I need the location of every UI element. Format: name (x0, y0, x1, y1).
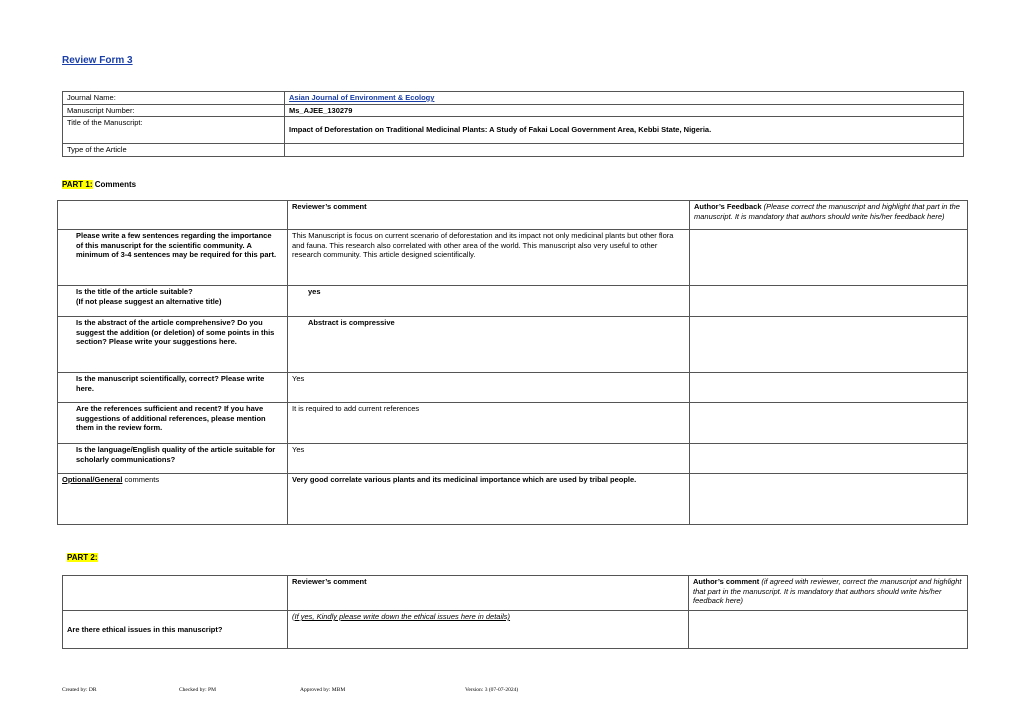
footer-created-by: Created by: DR (62, 687, 97, 693)
part1-author-header-note: (Please correct the manuscript and highlight that part in the manuscript. It is mandatory that authors should write his/her feedback here) (694, 202, 960, 221)
article-type-label: Type of the Article (63, 144, 285, 157)
ethics-question-cell: Are there ethical issues in this manuscript? (63, 611, 288, 649)
table-row (58, 373, 968, 403)
author-feedback-cell[interactable] (690, 373, 968, 403)
question-cell: Is the language/English quality of the article suitable for scholarly communications? (58, 444, 288, 474)
part1-heading (62, 180, 136, 189)
author-comment-cell[interactable] (689, 611, 968, 649)
table-row (58, 230, 968, 286)
author-feedback-cell[interactable] (690, 230, 968, 286)
footer-approved-by: Approved by: MBM (300, 687, 346, 693)
table-row (63, 611, 968, 649)
author-feedback-cell[interactable] (690, 474, 968, 525)
ethics-answer-cell: (If yes, Kindly please write down the ethical issues here in details) (288, 611, 689, 649)
part1-label-suffix: Comments (92, 180, 137, 189)
part1-label: PART 1: (62, 180, 93, 189)
table-row (58, 403, 968, 444)
optional-label: Optional/General (62, 475, 123, 484)
manuscript-title-value: Impact of Deforestation on Traditional Medicinal Plants: A Study of Fakai Local Government Area, Kebbi State, Nigeria. (285, 117, 964, 144)
question-cell: Is the abstract of the article comprehensive? Do you suggest the addition (or deletion) of some points in this section? Please write your suggestions here. (58, 317, 288, 373)
part2-reviewer-header: Reviewer’s comment (288, 576, 689, 611)
manuscript-info-table (62, 91, 964, 157)
part2-author-header (689, 576, 968, 611)
part2-label: PART 2: (67, 553, 98, 562)
table-row (58, 317, 968, 373)
author-feedback-cell[interactable] (690, 317, 968, 373)
part1-reviewer-header: Reviewer’s comment (288, 201, 690, 230)
question-cell: Is the title of the article suitable? (If not please suggest an alternative title) (58, 286, 288, 317)
manuscript-number-value: Ms_AJEE_130279 (285, 104, 964, 117)
table-row (58, 444, 968, 474)
question-cell: Please write a few sentences regarding the importance of this manuscript for the scientific community. A minimum of 3-4 sentences may be required for this part. (58, 230, 288, 286)
table-row (58, 286, 968, 317)
table-row (58, 474, 968, 525)
part1-comments-table (57, 200, 968, 525)
manuscript-title-label: Title of the Manuscript: (63, 117, 285, 144)
optional-label-suffix: comments (122, 475, 160, 484)
part2-header-blank (63, 576, 288, 611)
optional-comments-label (58, 474, 288, 525)
part1-author-header-bold: Author’s Feedback (694, 202, 762, 211)
reviewer-comment-cell: Yes (288, 373, 690, 403)
part1-author-header (690, 201, 968, 230)
reviewer-comment-cell: It is required to add current references (288, 403, 690, 444)
author-feedback-cell[interactable] (690, 286, 968, 317)
part2-ethics-table (62, 575, 968, 649)
reviewer-comment-cell: Yes (288, 444, 690, 474)
journal-name-link[interactable]: Asian Journal of Environment & Ecology (289, 93, 435, 102)
footer-version: Version: 3 (07-07-2024) (465, 687, 519, 693)
article-type-value (285, 144, 964, 157)
optional-comment-cell: Very good correlate various plants and its medicinal importance which are used by tribal people. (288, 474, 690, 525)
part1-header-blank (58, 201, 288, 230)
part2-author-header-bold: Author’s comment (693, 577, 760, 586)
part2-heading (67, 553, 98, 562)
journal-name-label: Journal Name: (63, 92, 285, 105)
reviewer-comment-cell: This Manuscript is focus on current scenario of deforestation and its impact not only medicinal plants but other flora and fauna. This research also correlated with other area of the world. This manuscript also very useful to other research community. This article designed scientifically. (288, 230, 690, 286)
form-title: Review Form 3 (62, 55, 133, 66)
question-cell: Is the manuscript scientifically, correct? Please write here. (58, 373, 288, 403)
reviewer-comment-cell: yes (288, 286, 690, 317)
part2-author-header-note: (if agreed with reviewer, correct the manuscript and highlight that part in the manuscript. It is mandatory that authors should write his/her feedback here) (693, 577, 962, 605)
reviewer-comment-cell: Abstract is compressive (288, 317, 690, 373)
manuscript-number-label: Manuscript Number: (63, 104, 285, 117)
author-feedback-cell[interactable] (690, 403, 968, 444)
footer-checked-by: Checked by: PM (179, 687, 216, 693)
question-cell: Are the references sufficient and recent? If you have suggestions of additional references, please mention them in the review form. (58, 403, 288, 444)
author-feedback-cell[interactable] (690, 444, 968, 474)
